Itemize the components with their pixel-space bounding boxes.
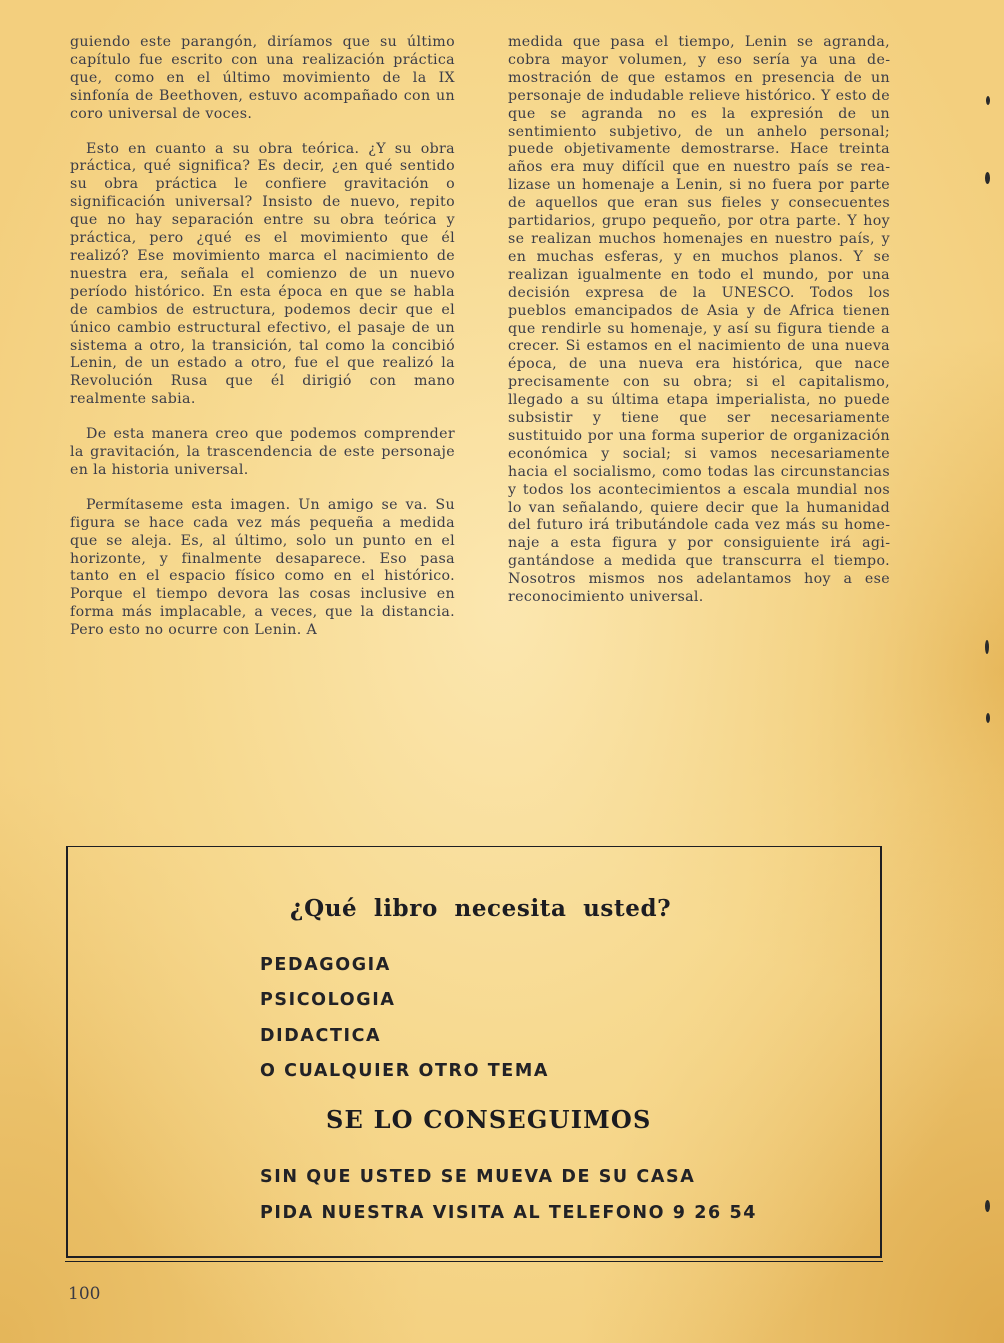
paragraph: Esto en cuanto a su obra teórica. ¿Y su obra práctica, qué significa? Es decir, ¿en qué sentido su obra práctica le confiere gravitación o significación universal? Insisto de nuevo, repito que no hay separación entre su obra teórica y práctica, pero ¿qué es el movimiento que él realizó? Ese movimiento marca el nacimiento de nuestra era, señala el comienzo de un nuevo período histórico. En esta época en que se habla de cambios de estructura, podemos decir que el único cambio estructural efectivo, el pasaje de un sistema a otro, la transición, tal como la concibió Lenin, de un estado a otro, fue el que realizó la Revolución Rusa que él dirigió con mano realmente sabia. (70, 140, 455, 408)
article-left-column (70, 34, 455, 657)
paragraph: Permítaseme esta imagen. Un amigo se va. Su figura se hace cada vez más pequeña a medida que se aleja. Es, al último, solo un punto en el horizonte, y finalmente desaparece. Eso pasa tanto en el espacio físico como en el histórico. Porque el tiempo devora las cosas inclusive en forma más implacable, a veces, que la distancia. Pero esto no ocurre con Lenin. A (70, 496, 455, 639)
paragraph: De esta manera creo que podemos comprender la gravitación, la trascendencia de este personaje en la historia universal. (70, 426, 455, 478)
book-advertisement (66, 846, 882, 1258)
ad-item-pedagogia: PEDAGOGIA (260, 955, 391, 975)
paper-speck (986, 713, 990, 723)
page-number: 100 (68, 1284, 101, 1304)
paper-speck (985, 172, 990, 184)
paragraph: medida que pasa el tiempo, Lenin se agranda, cobra mayor volumen, y eso sería ya una demostración de que estamos en presencia de un personaje de indudable relieve histórico. Y esto de que se agranda no es la expresión de un sentimiento subjetivo, de un anhelo personal; puede objetivamente demostrarse. Hace treinta años era muy difícil que en nuestro país se realizase un homenaje a Lenin, si no fuera por parte de aquellos que eran sus fieles y consecuentes partidarios, grupo pequeño, por otra parte. Y hoy se realizan muchos homenajes en nuestro país, y en muchas esferas, y en muchos planos. Y se realizan igualmente en todo el mundo, por una decisión expresa de la UNESCO. Todos los pueblos emancipados de Asia y de Africa tienen que rendirle su homenaje, y así su figura tiende a crecer. Si estamos en el nacimiento de una nueva época, de una nueva era histórica, que nace precisamente con su obra; si el capitalismo, llegado a su última etapa imperialista, no puede subsistir y tiene que ser necesariamente sustituido por una forma superior de organización económica y social; si vamos necesariamente hacia el socialismo, como todas las circunstancias y todos los acontecimientos a escala mundial nos lo van señalando, quiere decir que la humanidad del futuro irá tributándole cada vez más su homenaje a esta figura y por consiguiente irá agigantándose a medida que transcurra el tiempo. Nosotros mismos nos adelantamos hoy a ese reconocimiento universal. (508, 34, 890, 606)
ad-headline: SE LO CONSEGUIMOS (326, 1105, 652, 1134)
paper-speck (985, 1200, 990, 1212)
paper-speck (986, 96, 990, 105)
ad-line-phone: PIDA NUESTRA VISITA AL TELEFONO 9 26 54 (260, 1203, 758, 1223)
paper-speck (985, 640, 989, 654)
ad-item-didactica: DIDACTICA (260, 1026, 382, 1046)
paragraph: guiendo este parangón, diríamos que su último capítulo fue escrito con una realización práctica que, como en el último movimiento de la IX sinfonía de Beethoven, estuvo acompañado con un coro universal de voces. (70, 34, 455, 122)
divider (65, 1261, 883, 1262)
ad-item-psicologia: PSICOLOGIA (260, 990, 396, 1010)
ad-item-other: O CUALQUIER OTRO TEMA (260, 1061, 550, 1081)
article-right-column (508, 34, 890, 624)
ad-line-home: SIN QUE USTED SE MUEVA DE SU CASA (260, 1167, 696, 1187)
ad-title: ¿Qué libro necesita usted? (290, 895, 672, 922)
